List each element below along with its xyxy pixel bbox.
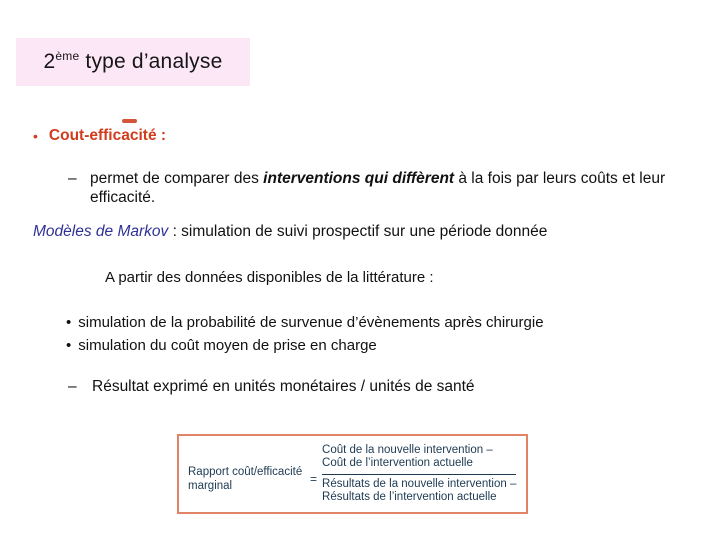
denominator-line2: Résultats de l’intervention actuelle [322,491,497,503]
markov-line [33,223,547,241]
page-title [44,50,223,74]
formula-label-line2: marginal [188,480,233,492]
formula-fraction [322,444,516,505]
equals-sign: = [310,472,318,486]
formula-label-line1: Rapport coût/efficacité [188,466,303,478]
formula-box [177,434,528,514]
fraction-numerator [322,444,516,475]
simulation-bullet-list [66,311,544,357]
compare-sub-point-text [90,169,670,207]
formula-label [188,465,308,493]
cost-effectiveness-row [33,126,166,146]
dash-bullet-icon: – [68,170,77,187]
simulation-bullet-text: simulation de la probabilité de survenue d’évènements après chirurgie [78,314,544,331]
numerator-line1: Coût de la nouvelle intervention – [322,443,493,456]
stray-red-mark [122,119,137,123]
result-row [68,377,475,396]
result-line: Résultat exprimé en unités monétaires / unités de santé [92,378,475,395]
dash-bullet-icon: – [68,378,77,395]
simulation-bullet-item [66,311,544,334]
bullet-dot-icon: • [66,337,72,354]
cost-effectiveness-heading: Cout-efficacité : [48,127,167,144]
simulation-bullet-text: simulation du coût moyen de prise en charge [78,337,377,354]
title-rest: type d’analyse [79,50,223,73]
literature-line: A partir des données disponibles de la littérature : [105,269,434,286]
title-number: 2 [43,50,56,73]
title-highlight-box [16,38,250,86]
markov-rest: : simulation de suivi prospectif sur une période donnée [168,223,548,240]
bullet-dot-icon: • [33,128,38,144]
simulation-bullet-item [66,334,544,357]
title-superscript: ème [55,49,80,63]
sub-point-emphasis: interventions qui diffèrent [263,170,455,187]
bullet-dot-icon: • [66,314,72,331]
numerator-line2: Coût de l’intervention actuelle [322,457,473,469]
sub-point-part2: à la fois par leurs coûts et leur efficacité. [90,170,666,206]
sub-point-part1: permet de comparer des [90,170,264,187]
denominator-line1: Résultats de la nouvelle intervention – [322,477,517,490]
fraction-denominator [322,478,516,505]
markov-lead: Modèles de Markov [33,223,169,240]
compare-sub-point [68,169,670,207]
